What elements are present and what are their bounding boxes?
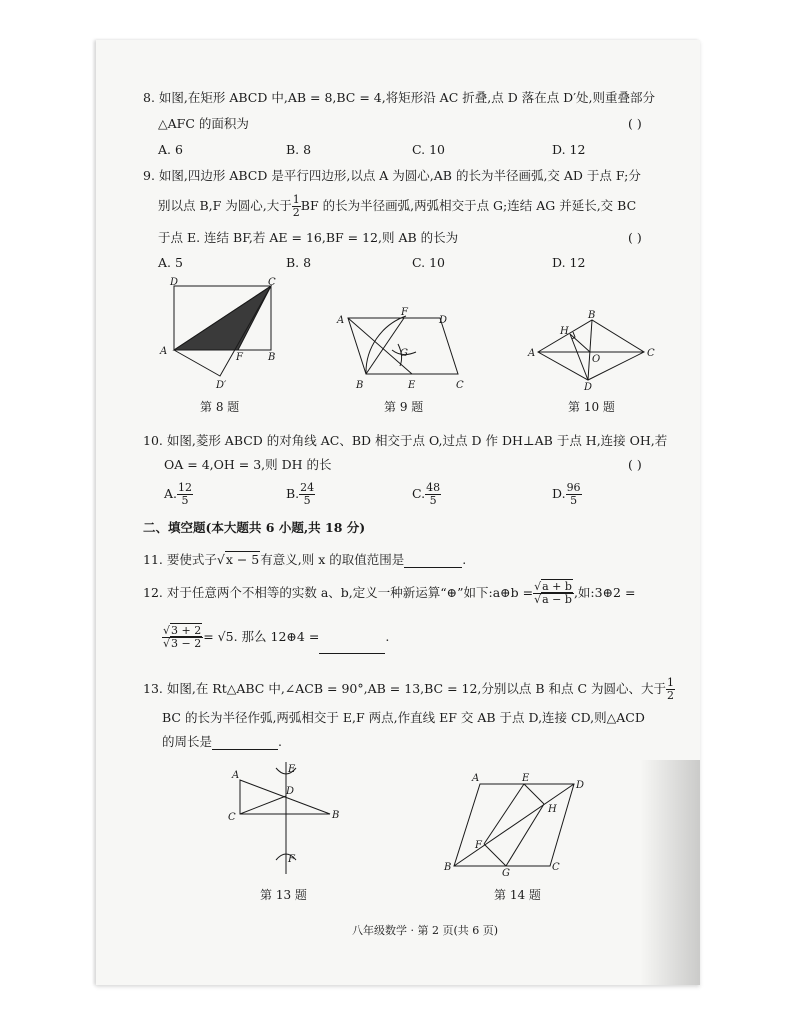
q12-ex-denominator-radicand: 3 − 2: [171, 637, 202, 650]
q8-option-d: D. 12: [552, 142, 586, 157]
q8-answer-paren: ( ): [628, 116, 642, 131]
q9-frac-denominator: 2: [292, 206, 300, 219]
fig14-line-eh: [524, 784, 544, 804]
q12-line2-end: .: [385, 629, 390, 644]
fig10-label-o: O: [592, 354, 601, 365]
q12-def-numerator-radicand: a + b: [542, 580, 572, 593]
q13-line1-pre: 13. 如图,在 Rt△ABC 中,∠ACB = 90°,AB = 13,BC = 12,分别以点 B 和点 C 为圆心、大于: [143, 681, 667, 696]
q9-frac-numerator: 1: [292, 193, 300, 206]
q10-option-b-denominator: 5: [303, 494, 311, 507]
q12-def-denominator: √a − b: [534, 593, 572, 606]
fig13-label-c: C: [228, 812, 236, 823]
q13-line1: [143, 674, 675, 704]
q10-option-b-fraction: [299, 482, 315, 507]
q12-def-numerator: √a + b: [534, 580, 572, 593]
q10-option-b-numerator: 24: [300, 481, 315, 494]
fig8-label-a: A: [160, 346, 168, 357]
q10-option-d-numerator: 96: [566, 481, 581, 494]
figure-10: [526, 310, 662, 394]
q10-line1: 10. 如图,菱形 ABCD 的对角线 AC、BD 相交于点 O,过点 D 作 DH⊥AB 于点 H,连接 OH,若: [143, 433, 668, 448]
caption-figure-13: 第 13 题: [260, 888, 307, 902]
q10-option-d-denominator: 5: [570, 494, 578, 507]
fig10-label-d: D: [584, 382, 593, 393]
q10-option-a-denominator: 5: [181, 494, 189, 507]
q13-fraction: [666, 677, 675, 702]
q10-option-d: [552, 482, 582, 507]
figure-13: [226, 758, 350, 882]
q9-option-c: C. 10: [412, 255, 445, 270]
q11-answer-blank[interactable]: [404, 555, 462, 568]
fig10-label-b: B: [588, 310, 596, 321]
q10-option-c-denominator: 5: [429, 494, 437, 507]
section-2-heading: 二、填空题(本大题共 6 小题,共 18 分): [143, 520, 366, 535]
q10-option-a: [164, 482, 193, 507]
q10-option-d-fraction: [566, 482, 582, 507]
fig14-line-hg: [506, 804, 544, 866]
fig14-label-g: G: [502, 868, 510, 878]
fig13-label-d: D: [286, 786, 295, 797]
fig8-label-b: B: [268, 352, 276, 363]
q12-line1-post: ,如:3⊕2 =: [573, 585, 636, 600]
q9-option-d: D. 12: [552, 255, 586, 270]
fig9-label-b: B: [356, 380, 364, 391]
fig10-label-a: A: [528, 348, 536, 359]
q10-option-c-numerator: 48: [426, 481, 441, 494]
q12-line1-pre: 12. 对于任意两个不相等的实数 a、b,定义一种新运算“⊕”如下:a⊕b =: [143, 585, 534, 600]
fig14-label-c: C: [552, 862, 560, 873]
caption-figure-10: 第 10 题: [568, 400, 615, 414]
q13-answer-blank[interactable]: [212, 737, 278, 750]
fig13-label-f: F: [288, 854, 295, 865]
fig8-label-d: D: [170, 277, 179, 288]
fig8-label-f: F: [236, 352, 243, 363]
fig8-label-c: C: [268, 277, 276, 288]
q12-ex-denominator: √3 − 2: [163, 637, 202, 650]
fig8-label-dprime: D′: [216, 380, 227, 391]
q13-frac-denominator: 2: [667, 689, 675, 702]
fig9-label-a: A: [337, 315, 345, 326]
fig13-label-a: A: [232, 770, 240, 781]
q10-option-d-label: D.: [552, 486, 566, 501]
caption-figure-14: 第 14 题: [494, 888, 541, 902]
q10-option-c: [412, 482, 441, 507]
q10-option-a-numerator: 12: [178, 481, 193, 494]
q10-option-a-fraction: [177, 482, 193, 507]
q11-line: 11. 要使式子√x − 5有意义,则 x 的取值范围是 .: [143, 552, 467, 567]
q13-line3-pre: 的周长是: [162, 734, 213, 749]
fig14-label-b: B: [444, 862, 452, 873]
fig14-label-a: A: [472, 773, 480, 784]
q12-line1: [143, 576, 635, 610]
q10-option-c-label: C.: [412, 486, 426, 501]
q9-option-b: B. 8: [286, 255, 312, 270]
q9-line2-post: BF 的长为半径画弧,两弧相交于点 G;连结 AG 并延长,交 BC: [300, 198, 637, 213]
q12-line2: [162, 620, 389, 654]
fig9-label-f: F: [401, 307, 408, 318]
scan-shadow: [640, 760, 700, 985]
q11-radicand: x − 5: [225, 552, 260, 567]
q12-def-denominator-radicand: a − b: [542, 593, 572, 606]
figure-8: [158, 276, 286, 392]
q8-option-c: C. 10: [412, 142, 445, 157]
fig14-label-e: E: [522, 773, 530, 784]
fig9-line-ae: [348, 318, 412, 374]
fig14-label-f: F: [475, 840, 482, 851]
q13-line3-end: .: [278, 734, 282, 749]
fig14-label-d: D: [576, 780, 585, 791]
q12-definition-fraction: [533, 581, 574, 606]
q9-line3: 于点 E. 连结 BF,若 AE = 16,BF = 12,则 AB 的长为: [158, 230, 459, 245]
q8-option-b: B. 8: [286, 142, 312, 157]
page-footer: 八年级数学 · 第 2 页(共 6 页): [352, 924, 499, 937]
fig10-diagonal-bd: [588, 320, 592, 380]
fig9-label-d: D: [439, 315, 448, 326]
q8-option-a: A. 6: [158, 142, 183, 157]
q10-option-b: [286, 482, 315, 507]
q12-answer-blank[interactable]: [319, 641, 385, 654]
q9-line1: 9. 如图,四边形 ABCD 是平行四边形,以点 A 为圆心,AB 的长为半径画弧,交 AD 于点 F;分: [143, 168, 641, 183]
fig9-label-g: G: [400, 348, 408, 359]
q9-option-a: A. 5: [158, 255, 183, 270]
q10-option-c-fraction: [425, 482, 441, 507]
fig14-line-fg: [484, 844, 506, 866]
fig10-line-dh: [570, 334, 588, 380]
q10-option-a-label: A.: [164, 486, 178, 501]
fig14-line-ef: [484, 784, 524, 844]
fig10-label-h: H: [560, 326, 569, 337]
figure-14: [440, 770, 600, 878]
q10-answer-paren: ( ): [628, 457, 642, 472]
q11-post: 有意义,则 x 的取值范围是: [260, 552, 405, 567]
q12-line2-mid: = √5. 那么 12⊕4 =: [203, 629, 320, 644]
q12-ex-numerator-radicand: 3 + 2: [171, 624, 202, 637]
q12-ex-numerator: √3 + 2: [163, 624, 202, 637]
fig13-label-e: E: [288, 764, 296, 775]
q9-line2: [158, 192, 636, 220]
caption-figure-8: 第 8 题: [200, 400, 240, 414]
q10-option-b-label: B.: [286, 486, 300, 501]
q10-line2: OA = 4,OH = 3,则 DH 的长: [164, 457, 332, 472]
q8-line1: 8. 如图,在矩形 ABCD 中,AB = 8,BC = 4,将矩形沿 AC 折叠,点 D 落在点 D′处,则重叠部分: [143, 90, 656, 105]
q9-answer-paren: ( ): [628, 230, 642, 245]
fig9-label-c: C: [456, 380, 464, 391]
q8-line2: △AFC 的面积为: [158, 116, 249, 131]
fig13-label-b: B: [332, 810, 340, 821]
caption-figure-9: 第 9 题: [384, 400, 424, 414]
q13-line3: [162, 734, 282, 750]
q9-line2-pre: 别以点 B,F 为圆心,大于: [158, 198, 292, 213]
q13-line2: BC 的长为半径作弧,两弧相交于 E,F 两点,作直线 EF 交 AB 于点 D,连接 CD,则△ACD: [162, 710, 645, 725]
q9-fraction: [292, 194, 301, 219]
figure-9: [334, 306, 474, 396]
q12-example-fraction: [162, 625, 203, 650]
fig13-line-cd: [240, 796, 286, 814]
q11-pre: 11. 要使式子: [143, 552, 217, 567]
fig9-label-e: E: [408, 380, 416, 391]
fig10-label-c: C: [647, 348, 655, 359]
q13-frac-numerator: 1: [667, 676, 675, 689]
fig14-label-h: H: [548, 804, 557, 815]
